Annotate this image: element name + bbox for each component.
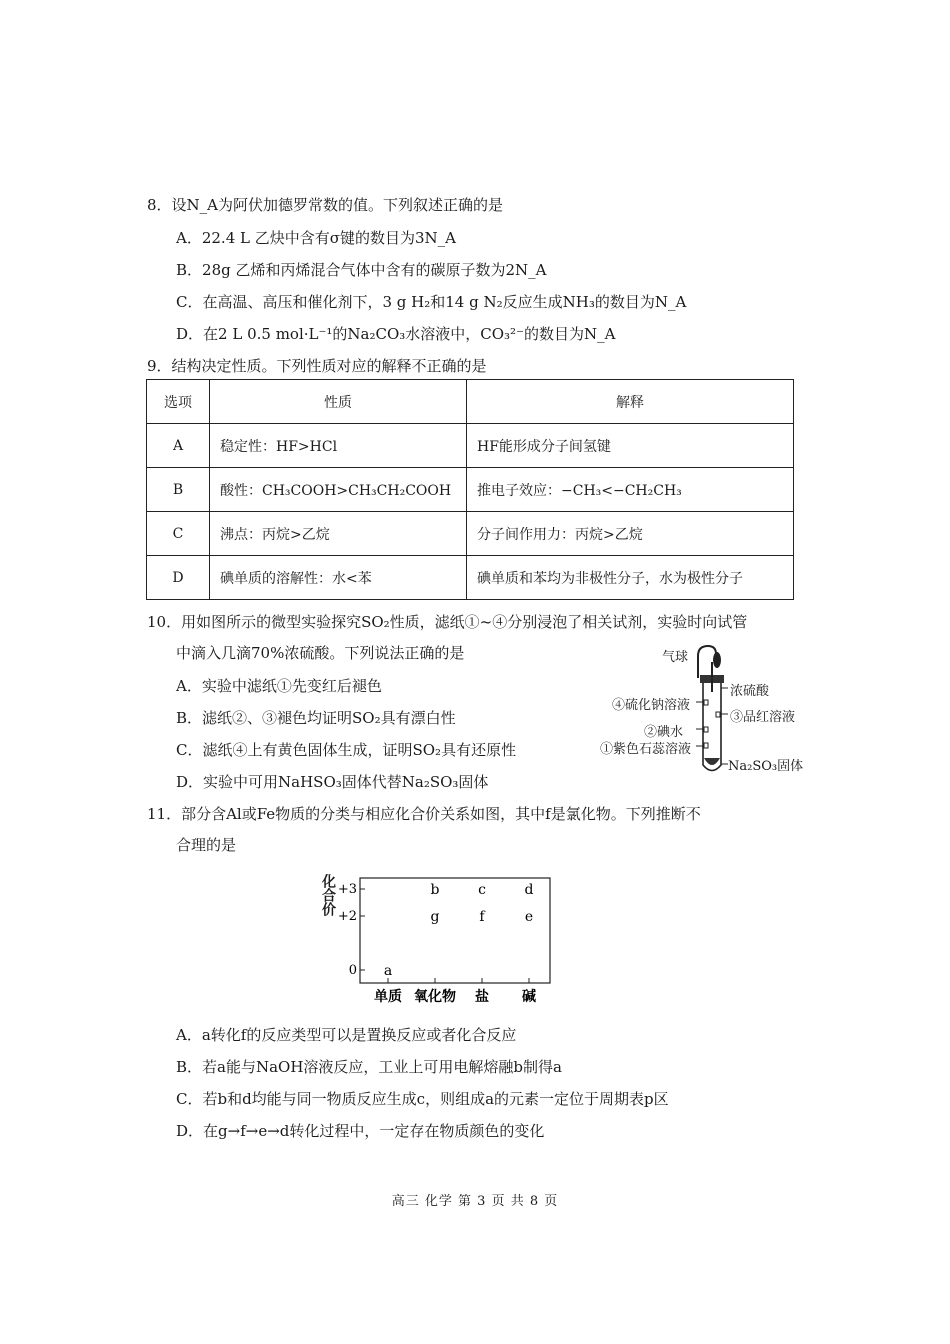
- page-footer: 高三 化学 第 3 页 共 8 页: [391, 1194, 559, 1209]
- q10-option-d: D．实验中可用NaHSO₃固体代替Na₂SO₃固体: [176, 773, 489, 791]
- header-property: 性质: [210, 380, 467, 424]
- valence-chart: [320, 866, 570, 1006]
- x-tick-label: 单质: [374, 989, 402, 1005]
- table-cell: 推电子效应：−CH₃<−CH₂CH₃: [467, 468, 794, 512]
- q9-stem: 9．结构决定性质。下列性质对应的解释不正确的是: [147, 357, 487, 375]
- y-tick-label: +2: [337, 909, 357, 924]
- q8-option-b: B．28g 乙烯和丙烯混合气体中含有的碳原子数为2N_A: [176, 261, 547, 279]
- point-label-d: d: [524, 882, 534, 898]
- table-cell: 沸点：丙烷>乙烷: [210, 512, 467, 556]
- table-cell: A: [147, 424, 210, 468]
- table-cell: 分子间作用力：丙烷>乙烷: [467, 512, 794, 556]
- table-cell: 稳定性：HF>HCl: [210, 424, 467, 468]
- header-explanation: 解释: [467, 380, 794, 424]
- table-cell: HF能形成分子间氢键: [467, 424, 794, 468]
- q10-option-a: A．实验中滤纸①先变红后褪色: [176, 677, 382, 695]
- point-label-b: b: [430, 882, 440, 898]
- valence-chart-svg: [320, 866, 570, 1006]
- point-label-f: f: [479, 909, 485, 925]
- table-cell: C: [147, 512, 210, 556]
- x-tick-label: 氧化物: [414, 989, 456, 1005]
- table-cell: 酸性：CH₃COOH>CH₃CH₂COOH: [210, 468, 467, 512]
- y-axis-label: 化合价: [320, 874, 336, 916]
- point-label-c: c: [478, 882, 486, 898]
- table-cell: D: [147, 556, 210, 600]
- q8-option-a: A．22.4 L 乙炔中含有σ键的数目为3N_A: [176, 229, 456, 247]
- q11-option-b: B．若a能与NaOH溶液反应，工业上可用电解熔融b制得a: [176, 1058, 562, 1076]
- label-balloon: 气球: [662, 650, 689, 665]
- q11-option-c: C．若b和d均能与同一物质反应生成c，则组成a的元素一定位于周期表p区: [176, 1090, 669, 1108]
- table-header-row: [147, 380, 794, 424]
- table-row: [147, 468, 794, 512]
- q10-option-b: B．滤纸②、③褪色均证明SO₂具有漂白性: [176, 709, 456, 727]
- y-tick-label: +3: [337, 882, 357, 897]
- label-magenta: ③品红溶液: [730, 710, 796, 725]
- q11-stem-line2: 合理的是: [176, 836, 237, 854]
- table-cell: B: [147, 468, 210, 512]
- q8-option-c: C．在高温、高压和催化剂下，3 g H₂和14 g N₂反应生成NH₃的数目为N_A: [176, 293, 687, 311]
- q11-option-d: D．在g→f→e→d转化过程中，一定存在物质颜色的变化: [176, 1122, 545, 1140]
- label-sodium-sulfite: Na₂SO₃固体: [728, 759, 804, 774]
- header-option: 选项: [147, 380, 210, 424]
- point-label-a: a: [383, 963, 393, 979]
- table-row: [147, 512, 794, 556]
- label-conc-sulfuric-acid: 浓硫酸: [730, 684, 770, 699]
- q10-option-c: C．滤纸④上有黄色固体生成，证明SO₂具有还原性: [176, 741, 517, 759]
- q8-option-d: D．在2 L 0.5 mol·L⁻¹的Na₂CO₃水溶液中，CO₃²⁻的数目为N_A: [176, 325, 616, 343]
- label-sodium-sulfide: ④硫化钠溶液: [612, 698, 691, 713]
- label-litmus: ①紫色石蕊溶液: [600, 742, 692, 757]
- q9-table: [146, 379, 794, 600]
- point-label-e: e: [524, 909, 534, 925]
- q10-stem-line2: 中滴入几滴70%浓硫酸。下列说法正确的是: [176, 644, 465, 662]
- q8-stem: 8．设N_A为阿伏加德罗常数的值。下列叙述正确的是: [147, 196, 504, 214]
- table-cell: 碘单质和苯均为非极性分子，水为极性分子: [467, 556, 794, 600]
- table-row: [147, 424, 794, 468]
- test-tube-figure: [600, 640, 805, 780]
- x-tick-label: 碱: [522, 989, 536, 1005]
- y-tick-label: 0: [348, 963, 357, 978]
- x-tick-label: 盐: [475, 989, 489, 1005]
- q11-option-a: A．a转化f的反应类型可以是置换反应或者化合反应: [176, 1026, 517, 1044]
- label-iodine-water: ②碘水: [644, 725, 684, 740]
- table-row: [147, 556, 794, 600]
- q11-stem-line1: 11．部分含Al或Fe物质的分类与相应化合价关系如图，其中f是氯化物。下列推断不: [147, 805, 701, 823]
- point-label-g: g: [430, 909, 440, 925]
- q10-stem-line1: 10．用如图所示的微型实验探究SO₂性质，滤纸①~④分别浸泡了相关试剂，实验时向试管: [147, 613, 748, 631]
- table-cell: 碘单质的溶解性：水<苯: [210, 556, 467, 600]
